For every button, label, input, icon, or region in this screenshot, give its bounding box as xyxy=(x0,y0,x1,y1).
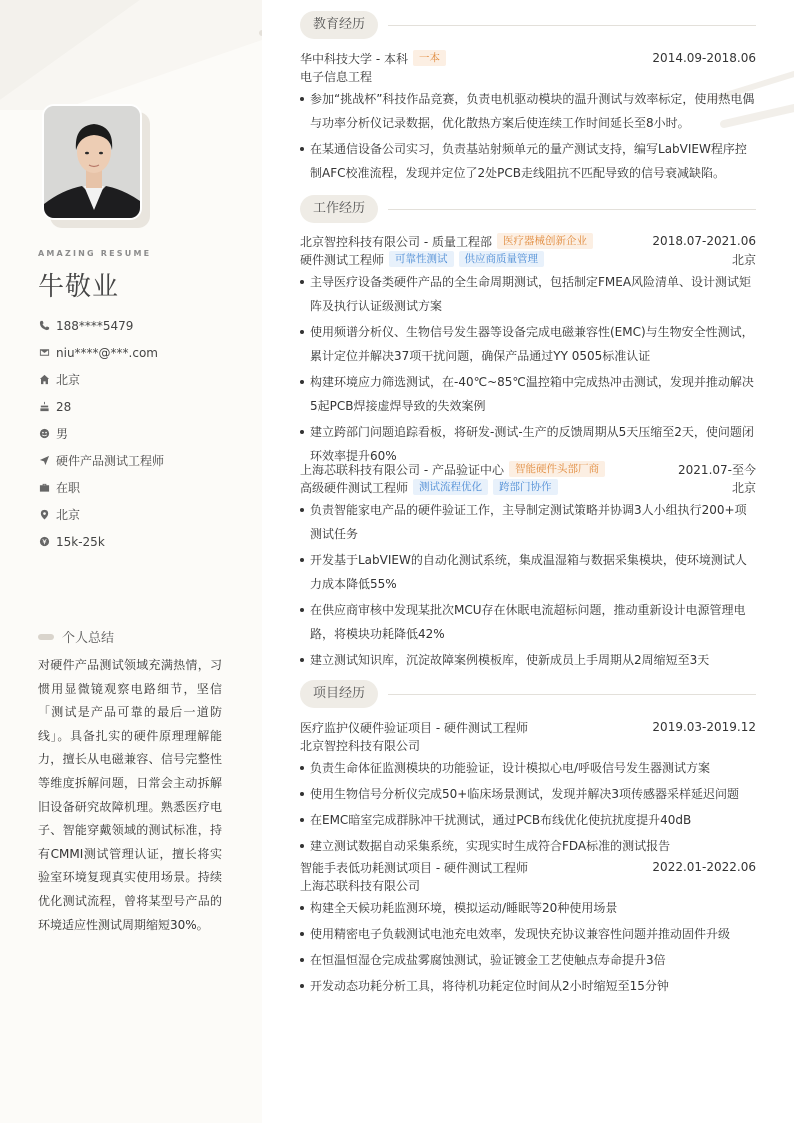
education-header-row xyxy=(300,49,756,67)
email-text: niu****@***.com xyxy=(56,345,158,360)
education-major-row xyxy=(300,67,756,85)
list-item: 在恒温恒湿仓完成盐雾腐蚀测试，验证镀金工艺使触点寿命提升3倍 xyxy=(300,948,756,972)
education-title: 教育经历 xyxy=(300,11,378,39)
decorative-shapes xyxy=(0,0,262,110)
info-age xyxy=(38,393,248,420)
list-item: 在EMC暗室完成群脉冲干扰测试，通过PCB布线优化使抗扰度提升40dB xyxy=(300,808,756,832)
info-location xyxy=(38,501,248,528)
list-item: 负责智能家电产品的硬件验证工作，主导制定测试策略并协调3人小组执行200+项测试任务 xyxy=(300,498,756,546)
send-icon xyxy=(38,455,50,467)
role-tag: 可靠性测试 xyxy=(389,251,454,267)
summary-title: 个人总结 xyxy=(62,631,115,646)
company-tag: 智能硬件头部厂商 xyxy=(509,461,605,477)
briefcase-icon xyxy=(38,482,50,494)
list-item: 使用精密电子负载测试电池充电效率，发现快充协议兼容性问题并推动固件升级 xyxy=(300,922,756,946)
list-item: 在供应商审核中发现某批次MCU存在休眠电流超标问题，推动重新设计电源管理电路，将模块功耗降低42% xyxy=(300,598,756,646)
project-date: 2022.01-2022.06 xyxy=(652,860,756,874)
gender-text: 男 xyxy=(56,427,69,441)
job-city: 北京 xyxy=(731,252,756,267)
divider xyxy=(388,25,756,26)
education-bullets xyxy=(300,87,756,185)
contact-list xyxy=(38,312,248,555)
home-icon xyxy=(38,374,50,386)
phone-icon xyxy=(38,320,50,332)
major: 电子信息工程 xyxy=(300,69,373,84)
school-name: 华中科技大学 - 本科 xyxy=(300,51,408,66)
status-text: 在职 xyxy=(56,481,81,495)
project-header-row xyxy=(300,858,756,876)
education-heading xyxy=(300,11,756,39)
list-item: 建立测试数据自动采集系统，实现实时生成符合FDA标准的测试报告 xyxy=(300,834,756,858)
role-tag: 跨部门协作 xyxy=(493,479,558,495)
avatar xyxy=(42,104,142,220)
work-entry-2 xyxy=(300,460,756,672)
projects-heading xyxy=(300,680,756,708)
project-bullets xyxy=(300,896,756,998)
info-status xyxy=(38,474,248,501)
phone-text: 188****5479 xyxy=(56,318,134,333)
company-name: 北京智控科技有限公司 - 质量工程部 xyxy=(300,234,492,249)
divider xyxy=(388,694,756,695)
work-heading xyxy=(300,195,756,223)
age-text: 28 xyxy=(56,399,72,414)
job-bullets xyxy=(300,270,756,468)
info-email xyxy=(38,339,248,366)
divider xyxy=(388,209,756,210)
project-header-row xyxy=(300,718,756,736)
job-bullets xyxy=(300,498,756,672)
project-org: 上海芯联科技有限公司 xyxy=(300,878,421,893)
list-item: 开发动态功耗分析工具，将待机功耗定位时间从2小时缩短至15分钟 xyxy=(300,974,756,998)
location-icon xyxy=(38,509,50,521)
job-role: 高级硬件测试工程师 xyxy=(300,480,409,495)
project-org-row xyxy=(300,876,756,894)
list-item: 建立测试知识库，沉淀故障案例模板库，使新成员上手周期从2周缩短至3天 xyxy=(300,648,756,672)
education-date: 2014.09-2018.06 xyxy=(652,51,756,65)
list-item: 构建环境应力筛选测试，在-40℃~85℃温控箱中完成热冲击测试，发现并推动解决5起PCB焊接虚焊导致的失效案例 xyxy=(300,370,756,418)
summary-text: 对硬件产品测试领域充满热情，习惯用显微镜观察电路细节，坚信「测试是产品可靠的最后一道防线」。具备扎实的硬件原理理解能力，擅长从电磁兼容、信号完整性等维度拆解问题，日常会主动拆解旧设备研究故障机理。熟悉医疗电子、智能穿戴领域的测试标准，持有CMMI测试管理认证，擅长将实验室环境复现真实使用场景。持续优化测试流程，曾将某型号产品的环境适应性测试周期缩短30%。 xyxy=(38,658,222,932)
list-item: 使用生物信号分析仪完成50+临床场景测试，发现并解决3项传感器采样延迟问题 xyxy=(300,782,756,806)
project-entry-1 xyxy=(300,718,756,858)
role-tag: 供应商质量管理 xyxy=(459,251,545,267)
work-title: 工作经历 xyxy=(300,195,378,223)
job-role-row xyxy=(300,250,756,268)
job-role-row xyxy=(300,478,756,496)
company-name: 上海芯联科技有限公司 - 产品验证中心 xyxy=(300,462,504,477)
heading-marker xyxy=(38,634,54,640)
project-entry-2 xyxy=(300,858,756,998)
projects-title: 项目经历 xyxy=(300,680,378,708)
job-header-row xyxy=(300,232,756,250)
info-city xyxy=(38,366,248,393)
project-date: 2019.03-2019.12 xyxy=(652,720,756,734)
brand-label: AMAZING RESUME xyxy=(38,249,152,258)
list-item: 开发基于LabVIEW的自动化测试系统，集成温湿箱与数据采集模块，使环境测试人力成本降低55% xyxy=(300,548,756,596)
job-date: 2018.07-2021.06 xyxy=(652,234,756,248)
project-name: 智能手表低功耗测试项目 - 硬件测试工程师 xyxy=(300,860,528,875)
list-item: 构建全天候功耗监测环境，模拟运动/睡眠等20种使用场景 xyxy=(300,896,756,920)
job-role: 硬件测试工程师 xyxy=(300,252,385,267)
education-entry xyxy=(300,49,756,185)
job-date: 2021.07-至今 xyxy=(678,462,756,477)
list-item: 主导医疗设备类硬件产品的全生命周期测试，包括制定FMEA风险清单、设计测试矩阵及执行认证级测试方案 xyxy=(300,270,756,318)
candidate-name: 牛敬业 xyxy=(38,272,120,302)
sidebar xyxy=(0,0,262,1123)
salary-text: 15k-25k xyxy=(56,534,105,549)
job-header-row xyxy=(300,460,756,478)
list-item: 在某通信设备公司实习，负责基站射频单元的量产测试支持，编写LabVIEW程序控制AFC校准流程，发现并定位了2处PCB走线阻抗不匹配导致的信号衰减缺陷。 xyxy=(300,137,756,185)
school-tag: 一本 xyxy=(413,50,446,66)
info-salary xyxy=(38,528,248,555)
project-bullets xyxy=(300,756,756,858)
company-tag: 医疗器械创新企业 xyxy=(497,233,593,249)
avatar-photo xyxy=(44,106,142,220)
project-name: 医疗监护仪硬件验证项目 - 硬件测试工程师 xyxy=(300,720,528,735)
salary-icon xyxy=(38,536,50,548)
work-entry-1 xyxy=(300,232,756,468)
info-phone xyxy=(38,312,248,339)
role-tag: 测试流程优化 xyxy=(413,479,488,495)
location-text: 北京 xyxy=(56,508,81,522)
job-target-text: 硬件产品测试工程师 xyxy=(56,454,165,468)
info-job-target xyxy=(38,447,248,474)
city-text: 北京 xyxy=(56,373,81,387)
list-item: 参加“挑战杯”科技作品竞赛，负责电机驱动模块的温升测试与效率标定，使用热电偶与功率分析仪记录数据，优化散热方案后使连续工作时间延长至8小时。 xyxy=(300,87,756,135)
cake-icon xyxy=(38,401,50,413)
info-gender xyxy=(38,420,248,447)
job-city: 北京 xyxy=(731,480,756,495)
project-org: 北京智控科技有限公司 xyxy=(300,738,421,753)
summary-heading xyxy=(38,627,114,646)
gender-icon xyxy=(38,428,50,440)
list-item: 使用频谱分析仪、生物信号发生器等设备完成电磁兼容性(EMC)与生物安全性测试，累计定位并解决37项干扰问题，确保产品通过YY 0505标准认证 xyxy=(300,320,756,368)
email-icon xyxy=(38,347,50,359)
list-item: 负责生命体征监测模块的功能验证，设计模拟心电/呼吸信号发生器测试方案 xyxy=(300,756,756,780)
list-item: 建立跨部门问题追踪看板，将研发-测试-生产的反馈周期从5天压缩至2天，使问题闭环效率提升60% xyxy=(300,420,756,468)
project-org-row xyxy=(300,736,756,754)
